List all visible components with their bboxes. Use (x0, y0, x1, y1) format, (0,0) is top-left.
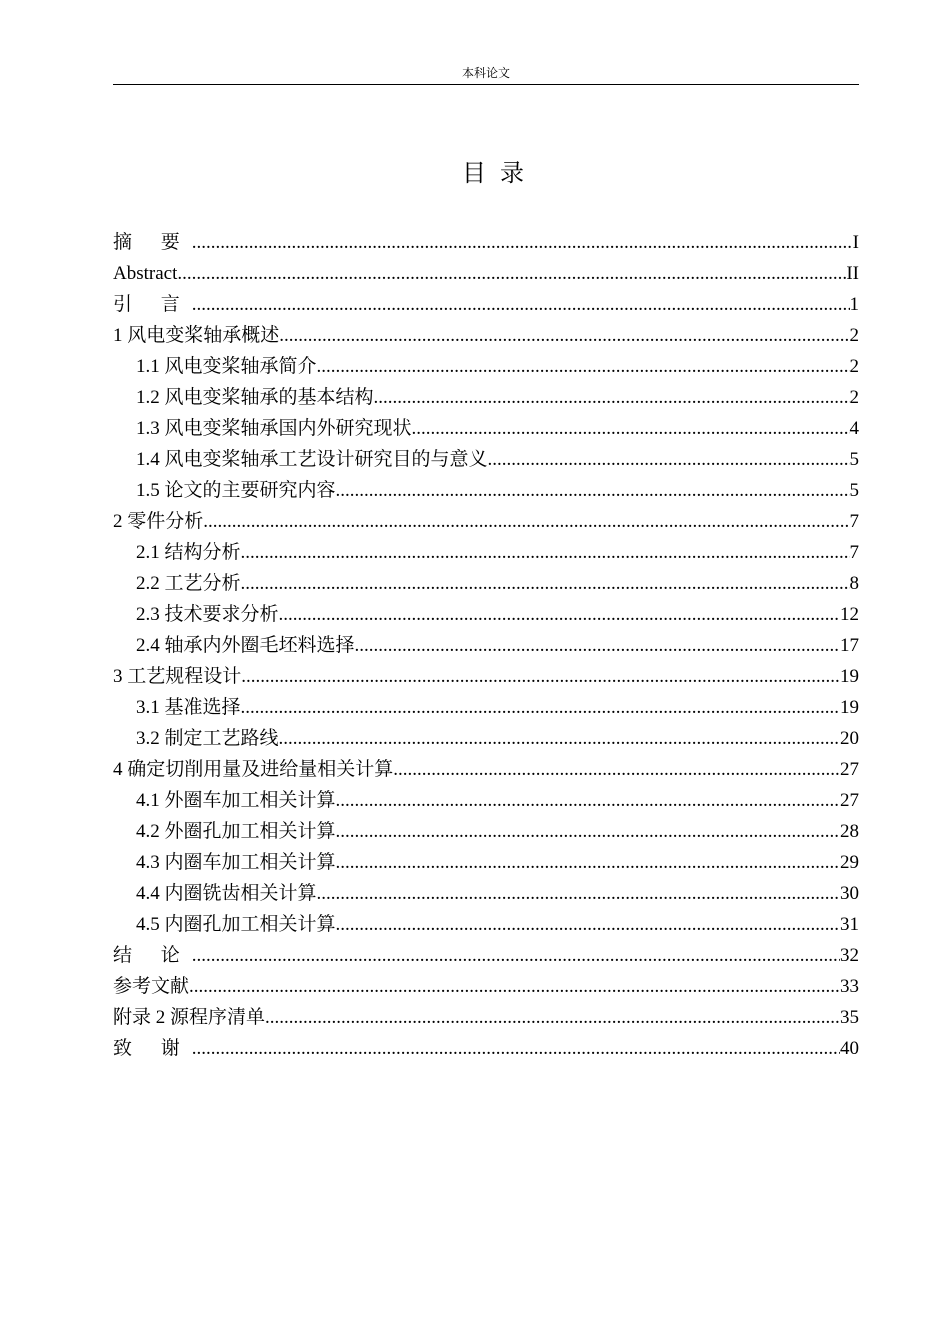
toc-entry-label: 3.1 基准选择 (136, 697, 241, 718)
toc-entry-page: 27 (840, 759, 859, 780)
toc-entry-page: 40 (840, 1038, 859, 1059)
toc-entry-label: 4.5 内圈孔加工相关计算 (136, 914, 336, 935)
toc-entry[interactable] (113, 289, 859, 320)
toc-entry[interactable] (113, 227, 859, 258)
header-text: 本科论文 (461, 66, 510, 80)
toc-entry[interactable] (113, 475, 859, 506)
toc-dot-leader (241, 537, 850, 568)
toc-entry[interactable] (113, 971, 859, 1002)
toc-entry[interactable] (113, 940, 859, 971)
toc-entry-label: 3.2 制定工艺路线 (136, 728, 279, 749)
toc-dot-leader (488, 444, 850, 475)
toc-dot-leader (279, 599, 840, 630)
toc-entry-page: 33 (840, 976, 859, 997)
table-of-contents (113, 227, 859, 1064)
toc-dot-leader (412, 413, 850, 444)
toc-entry[interactable] (113, 537, 859, 568)
toc-entry-page: 30 (840, 883, 859, 904)
toc-entry[interactable] (113, 1002, 859, 1033)
toc-entry-page: 8 (849, 573, 859, 594)
toc-title: 目录 (462, 159, 538, 187)
toc-entry-page: 7 (849, 511, 859, 532)
toc-dot-leader (241, 568, 850, 599)
toc-entry[interactable] (113, 382, 859, 413)
toc-entry[interactable] (113, 847, 859, 878)
toc-entry-label: 3 工艺规程设计 (113, 666, 242, 687)
toc-entry[interactable] (113, 599, 859, 630)
toc-entry-label: 1.4 风电变桨轴承工艺设计研究目的与意义 (136, 449, 488, 470)
toc-entry-page: 31 (840, 914, 859, 935)
toc-entry[interactable] (113, 413, 859, 444)
toc-entry-label: 1.5 论文的主要研究内容 (136, 480, 336, 501)
toc-dot-leader (336, 816, 840, 847)
toc-entry[interactable] (113, 754, 859, 785)
toc-entry-page: 7 (849, 542, 859, 563)
toc-entry-label: 结 论 (113, 945, 192, 966)
toc-entry-page: 2 (849, 387, 859, 408)
toc-entry-page: 19 (840, 666, 859, 687)
toc-entry[interactable] (113, 909, 859, 940)
toc-dot-leader (336, 909, 840, 940)
toc-dot-leader (192, 940, 840, 971)
toc-dot-leader (317, 878, 840, 909)
toc-dot-leader (279, 320, 849, 351)
toc-entry-page: 19 (840, 697, 859, 718)
toc-entry[interactable] (113, 630, 859, 661)
toc-entry-label: 2.3 技术要求分析 (136, 604, 279, 625)
toc-entry-page: 28 (840, 821, 859, 842)
toc-dot-leader (241, 661, 840, 692)
toc-entry-label: 参考文献 (113, 976, 190, 997)
toc-dot-leader (192, 1033, 840, 1064)
toc-entry-page: 5 (849, 480, 859, 501)
toc-entry[interactable] (113, 320, 859, 351)
toc-entry-page: 5 (849, 449, 859, 470)
toc-entry-label: 2 零件分析 (113, 511, 204, 532)
toc-entry[interactable] (113, 568, 859, 599)
toc-dot-leader (336, 475, 850, 506)
toc-entry-page: 27 (840, 790, 859, 811)
toc-entry-label: 摘 要 (113, 232, 192, 253)
toc-entry-label: 1 风电变桨轴承概述 (113, 325, 280, 346)
page-header (113, 66, 859, 85)
toc-entry-page: II (846, 263, 859, 284)
toc-dot-leader (336, 785, 840, 816)
toc-entry-page: 1 (849, 294, 859, 315)
toc-entry-label: 2.1 结构分析 (136, 542, 241, 563)
toc-entry-page: 32 (840, 945, 859, 966)
toc-entry-label: 引 言 (113, 294, 192, 315)
toc-entry-label: 1.3 风电变桨轴承国内外研究现状 (136, 418, 412, 439)
toc-entry-page: I (852, 232, 859, 253)
toc-dot-leader (241, 692, 840, 723)
toc-entry-page: 20 (840, 728, 859, 749)
toc-entry[interactable] (113, 692, 859, 723)
toc-entry[interactable] (113, 506, 859, 537)
toc-entry-label: 2.4 轴承内外圈毛坯料选择 (136, 635, 355, 656)
toc-entry[interactable] (113, 723, 859, 754)
toc-entry-label: 1.2 风电变桨轴承的基本结构 (136, 387, 374, 408)
toc-entry-label: 4.1 外圈车加工相关计算 (136, 790, 336, 811)
toc-entry[interactable] (113, 1033, 859, 1064)
toc-entry[interactable] (113, 258, 859, 289)
toc-dot-leader (265, 1002, 840, 1033)
toc-entry-label: 4.2 外圈孔加工相关计算 (136, 821, 336, 842)
toc-entry-label: 2.2 工艺分析 (136, 573, 241, 594)
toc-entry[interactable] (113, 878, 859, 909)
toc-entry[interactable] (113, 661, 859, 692)
toc-dot-leader (336, 847, 840, 878)
toc-entry[interactable] (113, 785, 859, 816)
toc-entry-page: 2 (849, 325, 859, 346)
toc-entry-page: 29 (840, 852, 859, 873)
toc-entry-page: 2 (849, 356, 859, 377)
toc-dot-leader (192, 227, 853, 258)
toc-entry-label: 4.4 内圈铣齿相关计算 (136, 883, 317, 904)
toc-entry-label: Abstract (113, 263, 178, 284)
toc-entry[interactable] (113, 444, 859, 475)
toc-entry-page: 35 (840, 1007, 859, 1028)
toc-entry-label: 1.1 风电变桨轴承简介 (136, 356, 317, 377)
toc-dot-leader (189, 971, 840, 1002)
toc-entry-page: 17 (840, 635, 859, 656)
toc-entry-label: 4.3 内圈车加工相关计算 (136, 852, 336, 873)
toc-dot-leader (317, 351, 850, 382)
toc-dot-leader (203, 506, 849, 537)
toc-dot-leader (393, 754, 840, 785)
toc-entry-label: 附录 2 源程序清单 (113, 1007, 266, 1028)
toc-entry[interactable] (113, 351, 859, 382)
toc-entry-page: 4 (849, 418, 859, 439)
toc-entry-label: 4 确定切削用量及进给量相关计算 (113, 759, 394, 780)
toc-dot-leader (374, 382, 850, 413)
toc-dot-leader (279, 723, 840, 754)
toc-dot-leader (177, 258, 846, 289)
toc-entry-page: 12 (840, 604, 859, 625)
toc-entry[interactable] (113, 816, 859, 847)
toc-entry-label: 致 谢 (113, 1038, 192, 1059)
toc-dot-leader (355, 630, 840, 661)
toc-dot-leader (192, 289, 850, 320)
